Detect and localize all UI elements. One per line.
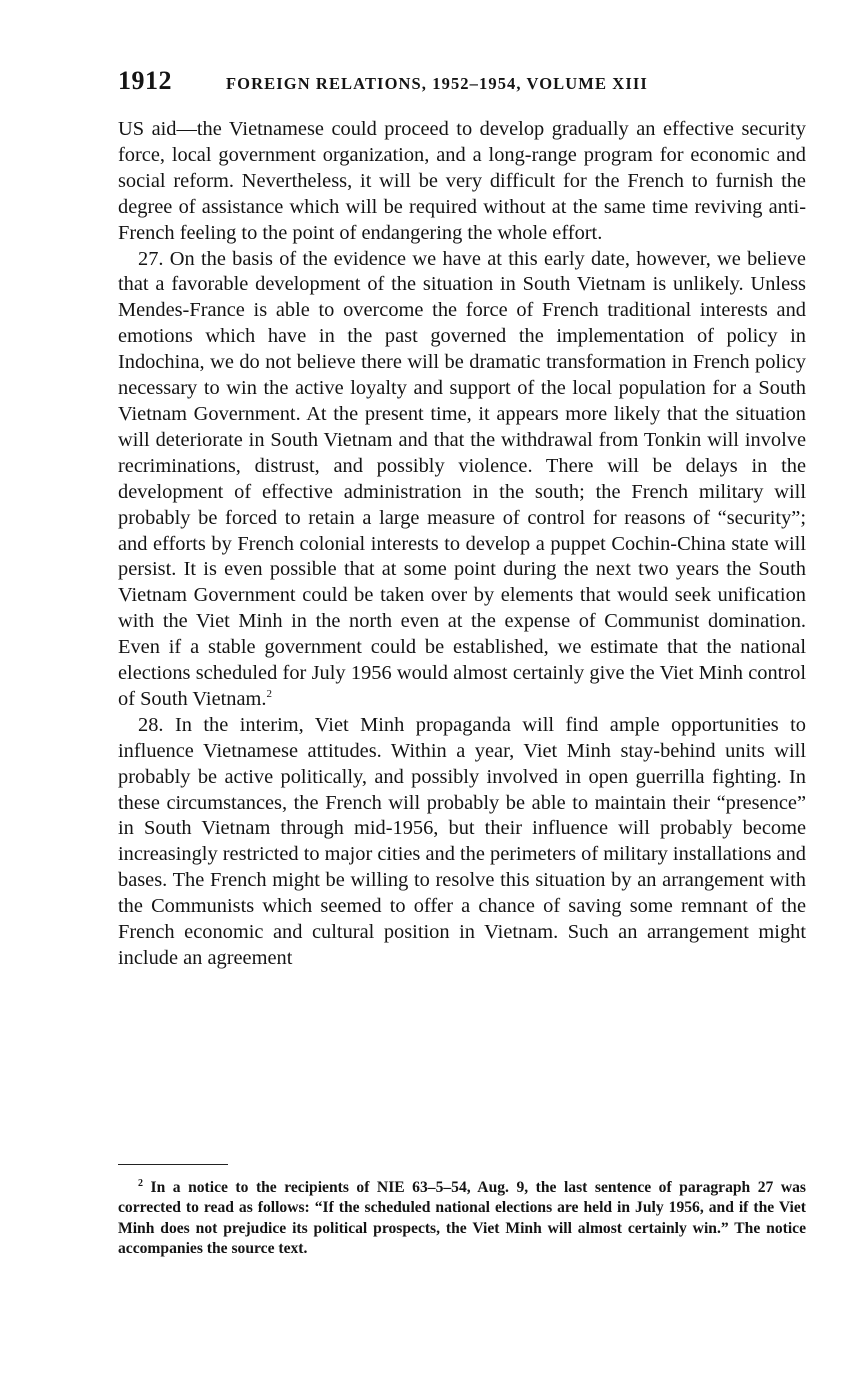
paragraph-27-text: 27. On the basis of the evidence we have at this early date, however, we believe that a favorable development of the situation in South Vietnam is unlikely. Unless Mendes-France is able to overcome the force of French traditional interests and emotions which have in the past governed the implementation of policy in Indochina, we do not believe there will be dramatic transformation in French policy necessary to win the active loyalty and support of the local population for a South Vietnam Government. At the present time, it appears more likely that the situation will deteriorate in South Vietnam and that the withdrawal from Tonkin will involve recriminations, distrust, and possibly violence. There will be delays in the development of effective administration in the south; the French military will probably be forced to retain a large measure of control for reasons of “security”; and efforts by French colonial interests to develop a puppet Cochin-China state will persist. It is even possible that at some point during the next two years the South Vietnam Government could be taken over by elements that would seek unification with the Viet Minh in the north even at the expense of Communist domination. Even if a stable government could be established, we estimate that the national elections scheduled for July 1956 would almost certainly give the Viet Minh control of South Vietnam. — [118, 247, 806, 710]
body-text — [118, 117, 806, 972]
page-number: 1912 — [118, 66, 172, 95]
footnote-divider — [118, 1164, 228, 1165]
paragraph-27 — [118, 247, 806, 713]
paragraph-continued: US aid—the Vietnamese could proceed to develop gradually an effective security force, local government organization, and a long-range program for economic and social reform. Nevertheless, it will be very difficult for the French to furnish the degree of assistance which will be required without at the same time reviving anti-French feeling to the point of endangering the whole effort. — [118, 118, 806, 244]
footnote-reference[interactable]: 2 — [266, 687, 272, 700]
running-head-title: FOREIGN RELATIONS, 1952–1954, VOLUME XIII — [226, 74, 648, 93]
document-page — [118, 66, 806, 1257]
footnote-marker: 2 — [138, 1178, 143, 1189]
paragraph-28: 28. In the interim, Viet Minh propaganda will find ample opportunities to influence Vietnamese attitudes. Within a year, Viet Minh stay-behind units will probably be active politically, and possibly involved in open guerrilla fighting. In these circumstances, the French will probably be able to maintain their “presence” in South Vietnam through mid-1956, but their influence will probably become increasingly restricted to major cities and the perimeters of military installations and bases. The French might be willing to resolve this situation by an arrangement with the Communists which seemed to offer a chance of saving some remnant of the French economic and cultural position in Vietnam. Such an arrangement might include an agreement — [118, 713, 806, 969]
running-head — [118, 66, 806, 106]
footnote — [118, 1178, 806, 1259]
footnote-text: In a notice to the recipients of NIE 63–5–54, Aug. 9, the last sentence of paragraph 27 was corrected to read as follows: “If the scheduled national elections are held in July 1956, and if the Viet Minh does not prejudice its political prospects, the Viet Minh will almost certainly win.” The notice accompanies the source text. — [118, 1179, 806, 1257]
